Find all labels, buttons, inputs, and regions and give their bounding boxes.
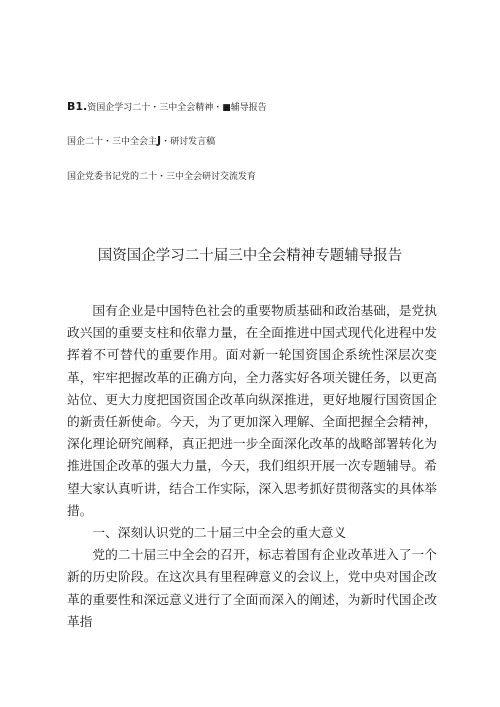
related-document-1-text: 资国企学习二十・三中全会精神・■辅导报告 [87, 103, 267, 113]
related-document-3[interactable]: 国企党委书记党的二十・三中全会研讨交流发育 [67, 172, 257, 182]
document-body [67, 300, 437, 633]
related-document-1[interactable] [67, 101, 267, 114]
related-document-1-prefix: B1. [67, 100, 88, 113]
related-document-2-text-start: 国企二十・三中全会主 [67, 137, 158, 147]
document-title: 国资国企学习二十届三中全会精神专题辅导报告 [97, 248, 403, 264]
related-document-2-text-end: ・研讨发言稿 [161, 137, 216, 147]
related-document-2[interactable] [67, 135, 215, 148]
section-heading-1: 一、深刻认识党的二十届三中全会的重大意义 [92, 525, 347, 541]
paragraph-intro: 国有企业是中国特色社会的重要物质基础和政治基础，是党执政兴国的重要支柱和依靠力量，在全面推进中国式现代化进程中发挥着不可替代的重要作用。面对新一轮国资国企系统性深层次变革，牢牢把握改革的正确方向，全力落实好各项关键任务，以更高站位、更大力度把国资国企改革向纵深推进，更好地履行国资国企的新责任新使命。今天，为了更加深入理解、全面把握全会精神，深化理论研究阐释，真正把进一步全面深化改革的战略部署转化为推进国企改革的强大力量，今天，我们组织开展一次专题辅导。希望大家认真听讲，结合工作实际，深入思考抓好贯彻落实的具体举措。 [67, 303, 437, 518]
related-document-2-mark: J [157, 134, 162, 147]
paragraph-section-1: 党的二十届三中全会的召开，标志着国有企业改革进入了一个新的历史阶段。在这次具有里程碑意义的会议上，党中央对国企改革的重要性和深远意义进行了全面而深入的阐述，为新时代国企改革指 [67, 547, 437, 629]
